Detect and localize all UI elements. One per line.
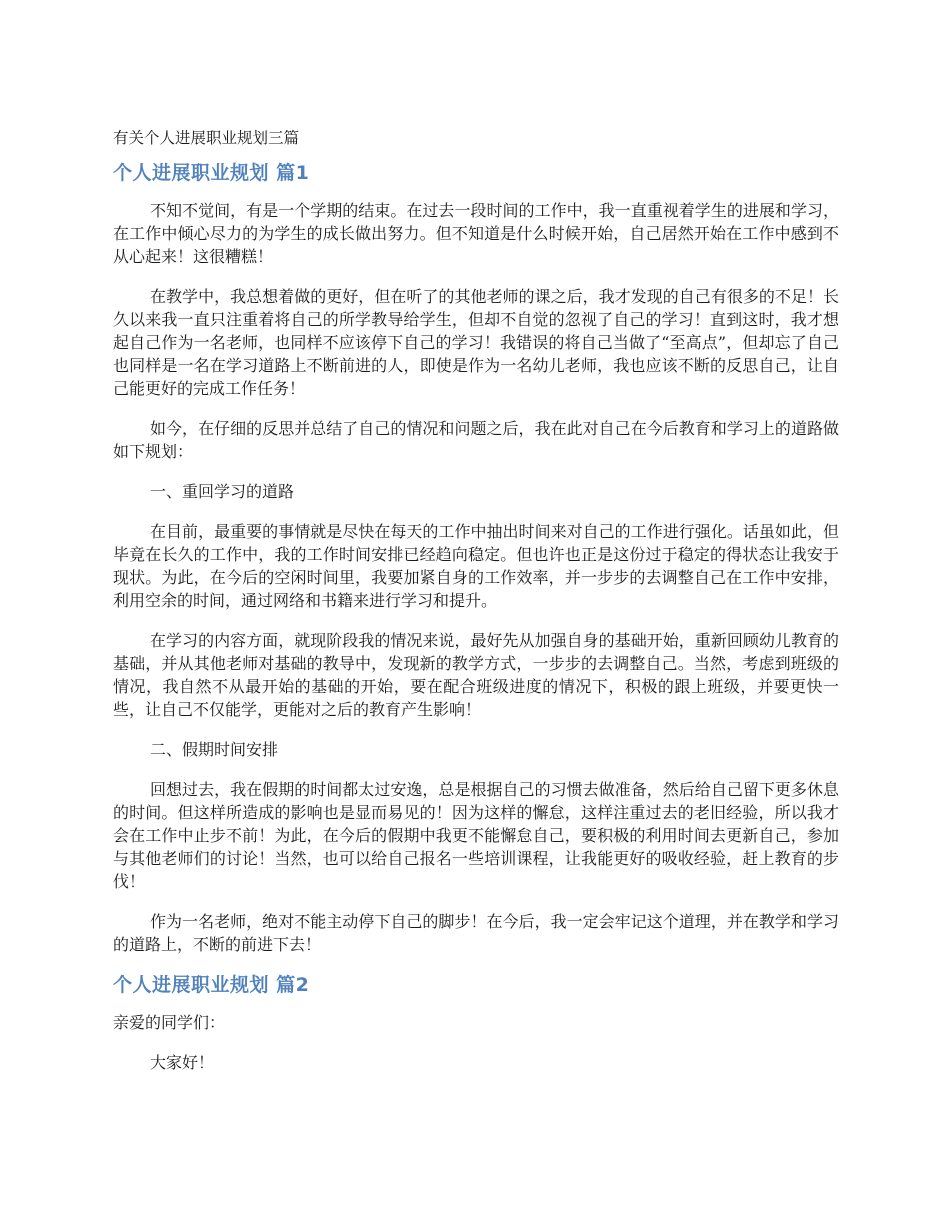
document-title: 有关个人进展职业规划三篇 [113,129,300,147]
paragraph: 在教学中，我总想着做的更好，但在听了的其他老师的课之后，我才发现的自己有很多的不足！长久以来我一直只注重着将自己的所学教导给学生，但却不自觉的忽视了自己的学习！直到这时，我才想起自己作为一名老师，也同样不应该停下自己的学习！我错误的将自己当做了“至高点”，但却忘了自己也同样是一名在学习道路上不断前进的人，即使是作为一名幼儿老师，我也应该不断的反思自己，让自己能更好的完成工作任务！ [113,287,839,398]
section-heading-2: 个人进展职业规划 篇2 [113,974,310,996]
subheading-paragraph: 二、假期时间安排 [150,740,279,759]
paragraph: 大家好！ [150,1053,215,1072]
paragraph: 在目前，最重要的事情就是尽快在每天的工作中抽出时间来对自己的工作进行强化。话虽如此，但毕竟在长久的工作中，我的工作时间安排已经趋向稳定。但也许也正是这份过于稳定的得状态让我安于现状。为此，在今后的空闲时间里，我要加紧自身的工作效率，并一步步的去调整自己在工作中安排，利用空余的时间，通过网络和书籍来进行学习和提升。 [113,522,839,610]
subheading-paragraph: 一、重回学习的道路 [150,482,295,501]
paragraph: 回想过去，我在假期的时间都太过安逸，总是根据自己的习惯去做准备，然后给自己留下更多休息的时间。但这样所造成的影响也是显而易见的！因为这样的懈怠，这样注重过去的老旧经验，所以我才会在工作中止步不前！为此，在今后的假期中我更不能懈怠自己，要积极的利用时间去更新自己，参加与其他老师们的讨论！当然，也可以给自己报名一些培训课程，让我能更好的吸收经验，赶上教育的步伐！ [113,780,839,891]
document-page [113,128,839,1091]
greeting: 亲爱的同学们： [113,1013,226,1032]
paragraph: 作为一名老师，绝对不能主动停下自己的脚步！在今后，我一定会牢记这个道理，并在教学和学习的道路上，不断的前进下去！ [113,912,839,954]
paragraph: 不知不觉间，有是一个学期的结束。在过去一段时间的工作中，我一直重视着学生的进展和学习，在工作中倾心尽力的为学生的成长做出努力。但不知道是什么时候开始，自己居然开始在工作中感到不从心起来！这很糟糕！ [113,201,839,266]
section-heading-1: 个人进展职业规划 篇1 [113,162,310,184]
paragraph: 在学习的内容方面，就现阶段我的情况来说，最好先从加强自身的基础开始，重新回顾幼儿教育的基础，并从其他老师对基础的教导中，发现新的教学方式，一步步的去调整自己。当然，考虑到班级的情况，我自然不从最开始的基础的开始，要在配合班级进度的情况下，积极的跟上班级，并要更快一些，让自己不仅能学，更能对之后的教育产生影响！ [113,631,839,719]
paragraph: 如今，在仔细的反思并总结了自己的情况和问题之后，我在此对自己在今后教育和学习上的道路做如下规划： [113,419,839,461]
